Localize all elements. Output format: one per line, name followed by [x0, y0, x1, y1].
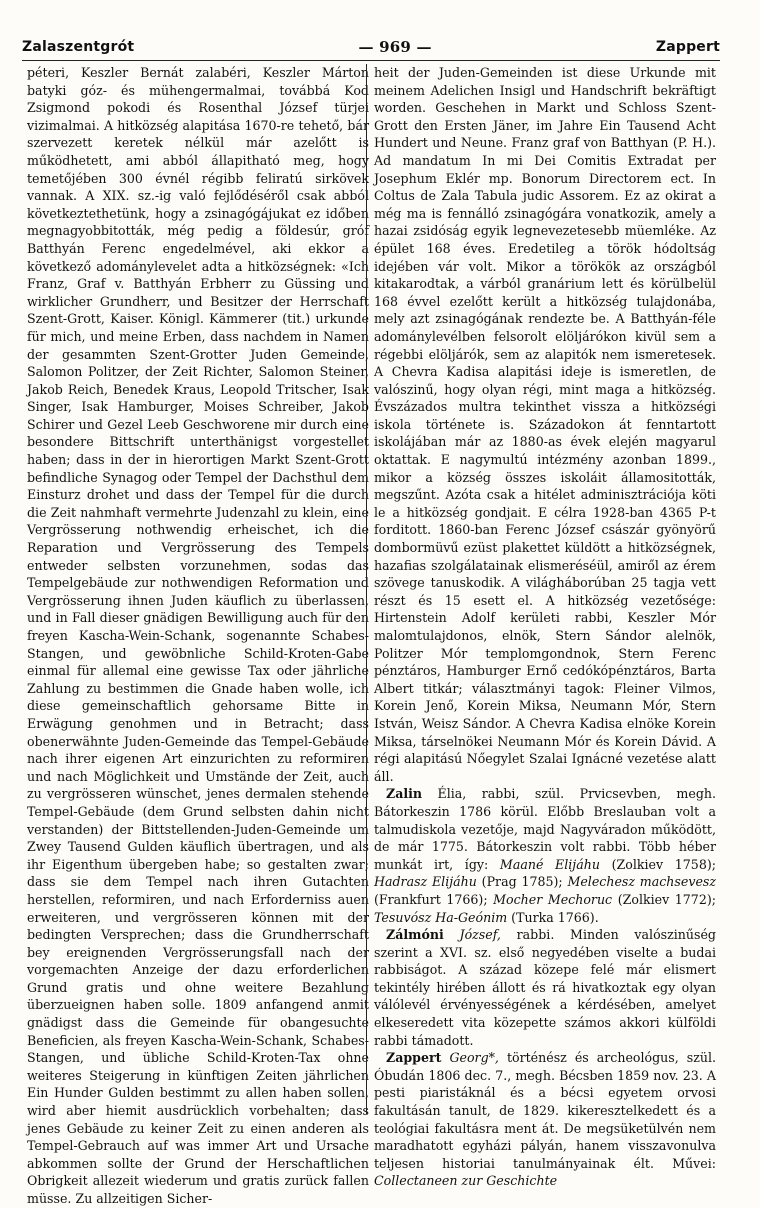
running-header [22, 36, 720, 58]
work-title: Mocher Mechoruc [493, 891, 613, 907]
work-title: Maané Elijáhu [499, 856, 600, 872]
entry-zappert [374, 1049, 716, 1190]
entry-text: (Frankfurt 1766); [374, 891, 494, 907]
entry-headword: Zálmóni [386, 927, 444, 943]
work-title: Hadrasz Elijáhu [374, 874, 477, 890]
entry-text: (Zolkiev 1758); [599, 856, 716, 872]
left-column-text: péteri, Keszler Bernát zalabéri, Keszler Márton batyki góz- és mühengermalmai, továbbá Kod Zsigmond pokodi és Rosenthal József türjei vizimalmai. A hitközség alapitása 1670-re tehető, bár szervezett keretek nélkül már azelőtt is működhetett, ami abból állapitható meg, hogy temetőjében 300 évnél régibb feliratú sirkövek vannak. A XIX. sz.-ig való fejlődéséről csak abból következtethetünk, hogy a zsinagógájukat ez időben megnagyobbitották, még pedig a földesúr, gróf Batthyán Ferenc engedelmével, aki ekkor a következő adománylevelet adta a hitközségnek: «Ich Franz, Graf v. Batthyán Erbherr zu Güssing und wirklicher Grundherr, und Besitzer der Herrschaft Szent-Grott, Kaiser. Königl. Kämmerer (tit.) urkunde für mich, und meine Erben, dass nachdem in Namen der gesammten Szent-Grotter Juden Gemeinde, Salomon Politzer, der Zeit Richter, Salomon Steiner, Jakob Reich, Benedek Kraus, Leopold Tritscher, Isak Singer, Isak Hamburger, Moises Schreiber, Jakob Schirer und Gezel Leeb Geschworene mir durch eine besondere Bittschrift unterthänigst vorgestellet haben; dass in der in hierortigen Markt Szent-Grott befindliche Synagog oder Tempel der Dachsthul dem Einsturz drohet und dass der Tempel für die durch die Zeit nahmhaft vermehrte Judenzahl zu klein, eine Vergrösserung nothwendig erheischet, ich die Reparation und Vergrösserung des Tempels entweder selbsten vorzunehmen, sodas das Tempelgebäude zur nothwendigen Reformation und Vergrösserung ihnen Juden käuflich zu überlassen, und in Fall dieser gnädigen Bewilligung auch für den freyen Kascha-Wein-Schank, sogenannte Schabes-Stangen, und gewöbnliche Schild-Kroten-Gabe einmal für allemal eine gewisse Tax oder jährliche Zahlung zu bestimmen die Gnade haben wolle, ich diese gemeinschaftlich gehorsame Bitte in Erwägung genohmen und in Betracht; dass obenerwähnte Juden-Gemeinde das Tempel-Gebäude nach ihrer eigenen Art einzurichten zu reformiren und nach Möglichkeit und Umstände der Zeit, auch zu vergrösseren wünschet, jenes dermalen stehende Tempel-Gebäude (dem Grund selbsten dahin nicht verstanden) der Bittstellenden-Juden-Gemeinde um Zwey Tausend Gulden käuflich übertragen, und als ihr Eigenthum übergeben habe; so gestalten zwar; dass sie dem Tempel nach ihren Gutachten herstellen, reformiren, und nach Erforderniss auen erweiteren, und vergrösseren können mit der bedingten Versprechen; dass die Grundherrschaft bey ereignenden Vergrösserungsfall nach der vorgemachten Anzeige der dazu erforderlichen Grund gratis und ohne weitere Bezahlung überzueignen haben solle. 1809 anfangend anmit gnädigst dass die Gemeinde für obangesuchte Beneficien, als freyen Kascha-Wein-Schank, Schabes-Stangen, und übliche Schild-Kroten-Tax ohne weiteres Steigerung in künftigen Zeiten jährlichen Ein Hunder Gulden bestimmt zu allen haben sollen, wird aber hiemit ausdrücklich vorbehalten; dass jenes Gebäude zu keiner Zeit zu einen anderen als Tempel-Gebrauch auf was immer Art und Ursache abkommen sollte der Grund der Herschaftlichen Obrigkeit allezeit wiederum und gratis zurück fallen müsse. Zu allzeitigen Sicher- [27, 65, 369, 1206]
entry-text: (Zolkiev 1772); [612, 891, 716, 907]
header-rule [22, 60, 720, 61]
entry-text: történész és archeológus, szül. Óbudán 1806 dec. 7., megh. Bécsben 1859 nov. 23. A pesti piaristáknál és a bécsi egyetem orvosi fakultásán tanult, de 1829. kikeresztelkedett és a teológiai fakultásra ment át. De megsüketülvén nem maradhatott egyházi pályán, hanem visszavonulva teljesen historiai tanulmányainak élt. Művei: [374, 1050, 716, 1171]
work-title: Collectaneen zur Geschichte [374, 1173, 558, 1189]
entry-headword: Zappert [386, 1050, 442, 1066]
work-title: Tesuvósz Ha-Geónim [374, 909, 508, 925]
left-column [27, 64, 369, 1208]
header-right-entry: Zappert [655, 39, 720, 55]
entry-headword: Zalin [386, 786, 423, 802]
entry-text: rabbi. Minden valószinűség szerint a XVI. sz. első negyedében viselte a budai rabbiságot. A század közepe felé már elismert tekintély hirében állott és rá hivatkoztak egy olyan válólevél érvényességének a kérdésében, amelyet elkeseredett vita közepette számos akkori külföldi rabbi támadott. [374, 927, 716, 1048]
page-number: — 969 — [358, 38, 432, 56]
entry-text: Élia, rabbi, szül. Prvicsevben, megh. Bátorkeszin 1786 körül. Előbb Breslauban volt a talmudiskola vezetője, majd Nagyváradon működött, de már 1775. Bátorkeszin volt rabbi. Több héber munkát irt, így: [374, 786, 716, 872]
entry-zalmoni [374, 926, 716, 1049]
header-left-place: Zalaszentgrót [22, 39, 135, 55]
entry-zalin [374, 785, 716, 926]
right-column [374, 64, 716, 1190]
column-divider [366, 64, 367, 1114]
right-column-paragraph: heit der Juden-Gemeinden ist diese Urkunde mit meinem Adelichen Insigl und Handschrift bekräftigt worden. Geschehen in Markt und Schloss Szent-Grott den Ersten Jäner, im Jahre Ein Tausend Acht Hundert und Neune. Franz graf von Batthyan (P. H.). Ad mandatum In mi Dei Comitis Extradat per Josephum Eklér mp. Bonorum Directorem ect. In Coltus de Zala Tabula judic Assorem. Ez az okirat a még ma is fennálló zsinagógára vonatkozik, amely a hazai zsidóság egyik legnevezetesebb müemléke. Az épület 168 éves. Eredetileg a török hódoltság idejében vár volt. Mikor a törökök az országból kitakarodtak, a várból granárium lett és körülbelül 168 évvel ezelőtt került a hitközség tulajdonába, mely azt zsinagógának rendezte be. A Batthyán-féle adománylevélben felsorolt elöljárókon kivül sem a régebbi elöljárók, sem az alapitók nem ismeretesek. A Chevra Kadisa alapitási ideje is ismeretlen, de valószinű, hogy olyan régi, mint maga a hitközség. Évszázados multra tekinthet vissza a hitközségi iskola története is. Századokon át fenntartott iskolájában már az 1880-as évek elején magyarul oktattak. E nagymultú intézmény azonban 1899., mikor a község összes iskoláit államositották, megszűnt. Azóta csak a hitélet adminisztrációja köti le a hitközség gondjait. E célra 1928-ban 4365 P-t forditott. 1860-ban Ferenc József császár gyönyörű dombormüvű ezüst plakettet küldött a hitközségnek, hazafias szolgálatainak elismeréséül, amiről az érem szövege tanuskodik. A világháborúban 25 tagja vett részt és 15 esett el. A hitközség vezetősége: Hirtenstein Adolf kerületi rabbi, Keszler Mór malomtulajdonos, elnök, Stern Sándor alelnök, Politzer Mór templomgondnok, Stern Ferenc pénztáros, Hamburger Ernő cedókópénztáros, Barta Albert titkár; választmányi tagok: Fleiner Vilmos, Korein Jenő, Korein Miksa, Neumann Mór, Stern István, Weisz Sándor. A Chevra Kadisa elnöke Korein Miksa, társelnökei Neumann Mór és Korein Dávid. A régi alapitású Nőegylet Szalai Ignácné vezetése alatt áll. [374, 65, 716, 784]
work-title: Melechesz machsevesz [567, 874, 716, 890]
entry-given-name: Georg*, [441, 1050, 499, 1066]
entry-text: (Prag 1785); [476, 874, 568, 890]
entry-text: (Turka 1766). [507, 909, 599, 925]
entry-given-name: József, [443, 927, 501, 943]
